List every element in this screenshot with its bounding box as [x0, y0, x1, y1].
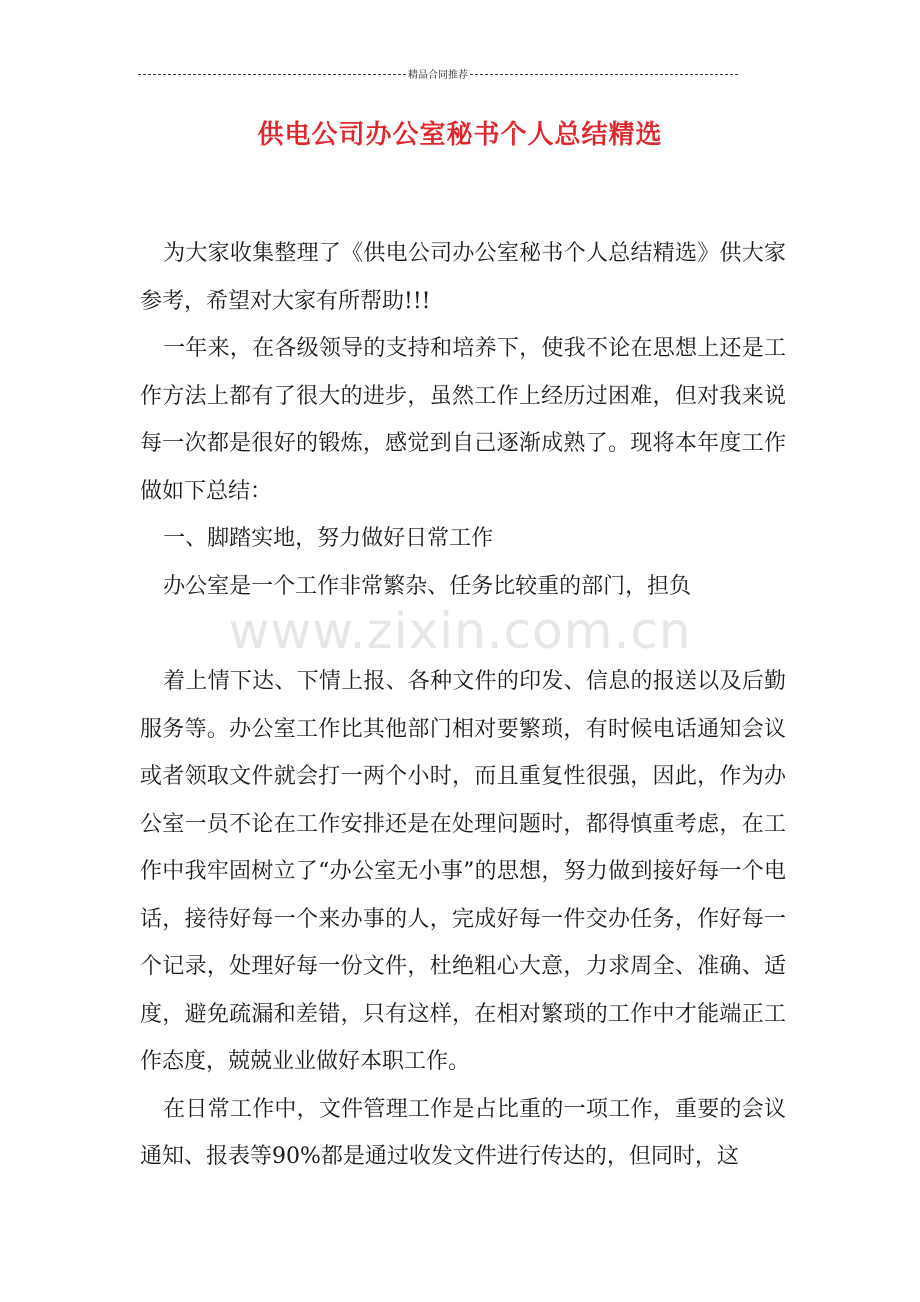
paragraph: 为大家收集整理了《供电公司办公室秘书个人总结精选》供大家参考，希望对大家有所帮助!!!: [140, 241, 786, 314]
section-heading: 一、脚踏实地，努力做好日常工作: [163, 526, 494, 551]
header-dashes-left: [138, 74, 406, 75]
paragraph: 着上情下达、下情上报、各种文件的印发、信息的报送以及后勤服务等。办公室工作比其他部门相对要繁琐，有时候电话通知会议或者领取文件就会打一两个小时，而且重复性很强，因此，作为办公室一员不论在工作安排还是在处理问题时，都得慎重考虑，在工作中我牢固树立了“办公室无小事”的思想，努力做到接好每一个电话，接待好每一个来办事的人，完成好每一件交办任务，作好每一个记录，处理好每一份文件，杜绝粗心大意，力求周全、准确、适度，避免疏漏和差错，只有这样，在相对繁琐的工作中才能端正工作态度，兢兢业业做好本职工作。: [140, 669, 786, 1074]
document-title: 供电公司办公室秘书个人总结精选: [257, 120, 663, 150]
paragraph: 在日常工作中，文件管理工作是占比重的一项工作，重要的会议通知、报表等90%都是通过收发文件进行传达的，但同时，这: [140, 1096, 786, 1169]
header-dashes-right: [470, 74, 738, 75]
body-text-bottom: [140, 658, 786, 1181]
page-header: [138, 66, 738, 81]
paragraph: 一年来，在各级领导的支持和培养下，使我不论在思想上还是工作方法上都有了很大的进步，虽然工作上经历过困难，但对我来说每一次都是很好的锻炼，感觉到自己逐渐成熟了。现将本年度工作做如下总结：: [140, 336, 786, 504]
paragraph: 办公室是一个工作非常繁杂、任务比较重的部门，担负: [163, 573, 692, 599]
body-text-top: [140, 230, 786, 610]
header-label: 精品合同推荐: [408, 70, 468, 81]
watermark: www.zixin.com.cn: [228, 602, 692, 660]
